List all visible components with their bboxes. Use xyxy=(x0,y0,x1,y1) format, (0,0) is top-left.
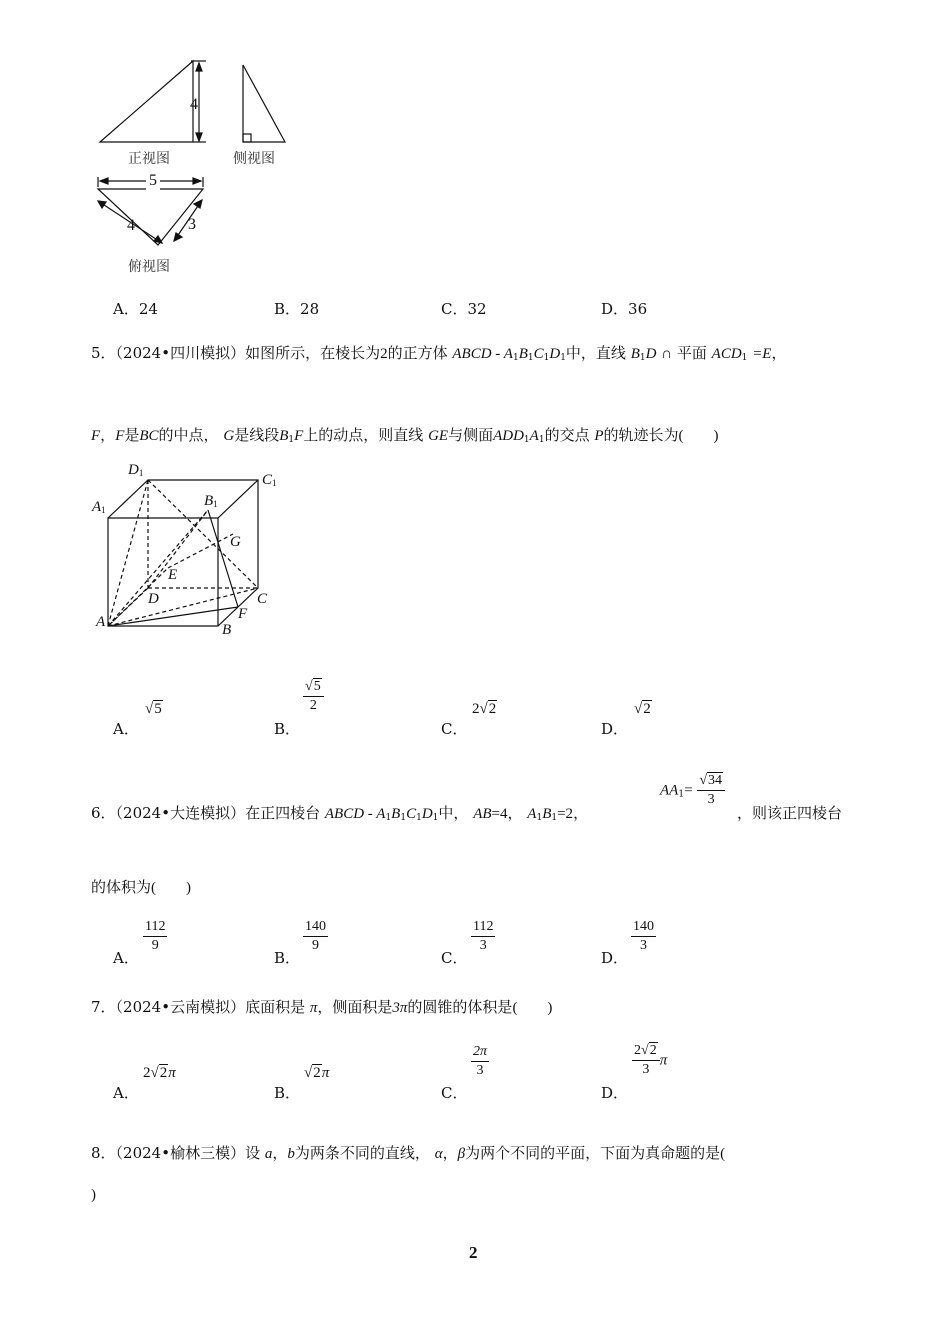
q6-option-c-value: $\frac{112}{3}$ xyxy=(473,919,494,953)
side-view-caption: 侧视图 xyxy=(233,151,275,167)
q5-option-a[interactable]: A． xyxy=(113,720,139,738)
front-view-caption: 正视图 xyxy=(128,151,170,167)
label-f: F xyxy=(238,606,248,622)
label-b1: $B_1$ xyxy=(204,493,218,509)
q6-option-a[interactable]: A． xyxy=(113,949,139,967)
label-d1: $D_1$ xyxy=(128,462,144,478)
q4-option-d[interactable]: D．36 xyxy=(601,300,648,318)
label-b: B xyxy=(222,622,232,638)
q6-line1-tail: ，则该正四棱台 xyxy=(737,804,843,822)
page-number: 2 xyxy=(469,1243,478,1262)
q6-line1: 6．（2024•大连模拟）在正四棱台 ABCD - $A_1B_1C_1D_1$中， AB=4， $A_1B_1=2$， xyxy=(91,804,589,823)
q8-line1: 8．（2024•榆林三模）设 a，b为两条不同的直线， α，β为两个不同的平面，下面为真命题的是( xyxy=(91,1144,726,1162)
top-dim-3-label: 3 xyxy=(188,216,196,233)
q6-option-a-value: $\frac{112}{9}$ xyxy=(145,919,166,953)
q6-line2: 的体积为( ) xyxy=(91,878,192,896)
q6-option-d[interactable]: D． xyxy=(601,949,629,967)
label-c1: $C_1$ xyxy=(262,472,277,488)
label-c: C xyxy=(257,591,268,607)
q5-option-b[interactable]: B． xyxy=(274,720,301,738)
q7-option-b[interactable]: B． xyxy=(274,1084,301,1102)
cube-figure xyxy=(90,460,290,640)
q5-option-c[interactable]: C． xyxy=(441,720,468,738)
q5-line1: 5．（2024•四川模拟）如图所示，在棱长为2的正方体 ABCD - $A_1B_1C_1D_1$中，直线 $B_1D$ ∩ 平面 $ACD_1 =E$， xyxy=(91,344,787,363)
q7-option-c[interactable]: C． xyxy=(441,1084,468,1102)
q7-option-d[interactable]: D． xyxy=(601,1084,629,1102)
q6-aa1-expression: $AA_1=$ $\frac{√34}{3}$ xyxy=(660,772,725,809)
front-view-triangle xyxy=(100,61,193,142)
q8-line2: ) xyxy=(91,1187,96,1203)
q7-option-d-value: $\frac{2√2}{3}$ π xyxy=(634,1043,668,1077)
top-dim-4-label: 4 xyxy=(127,217,135,234)
top-dim-5-label: 5 xyxy=(146,172,160,190)
q7-option-c-value: $\frac{2\pi}{3}$ xyxy=(473,1044,488,1078)
three-view-figure xyxy=(88,55,308,280)
q5-option-a-value: √5 xyxy=(145,701,162,717)
q7-option-a[interactable]: A． xyxy=(113,1084,139,1102)
q5-line2: F，F是BC的中点， G是线段$B_1F$上的动点，则直线 GE与侧面$ADD_1A_1$的交点 P的轨迹长为( ) xyxy=(91,426,719,445)
q6-option-b[interactable]: B． xyxy=(274,949,301,967)
q7-line1: 7．（2024•云南模拟）底面积是 π，侧面积是3π的圆锥的体积是( ) xyxy=(91,998,553,1016)
top-view-caption: 俯视图 xyxy=(128,259,170,275)
q7-option-a-value: 2√2π xyxy=(143,1065,176,1081)
q6-option-d-value: $\frac{140}{3}$ xyxy=(633,919,654,953)
q5-option-d[interactable]: D． xyxy=(601,720,629,738)
q4-option-a[interactable]: A．24 xyxy=(113,300,158,318)
label-e: E xyxy=(168,567,178,583)
label-d: D xyxy=(148,591,159,607)
q6-option-b-value: $\frac{140}{9}$ xyxy=(305,919,326,953)
q4-option-b[interactable]: B．28 xyxy=(274,300,320,318)
q7-option-b-value: √2π xyxy=(304,1065,330,1081)
q5-option-d-value: √2 xyxy=(634,701,651,717)
label-g: G xyxy=(230,534,241,550)
q6-option-c[interactable]: C． xyxy=(441,949,468,967)
q4-option-c[interactable]: C．32 xyxy=(441,300,487,318)
label-a: A xyxy=(96,614,106,630)
label-a1: $A_1$ xyxy=(92,499,106,515)
q5-option-b-value: $\frac{√5}{2}$ xyxy=(303,678,324,715)
front-height-label: 4 xyxy=(190,96,198,113)
q5-option-c-value: 2√2 xyxy=(472,701,497,717)
side-view-triangle xyxy=(243,65,285,142)
